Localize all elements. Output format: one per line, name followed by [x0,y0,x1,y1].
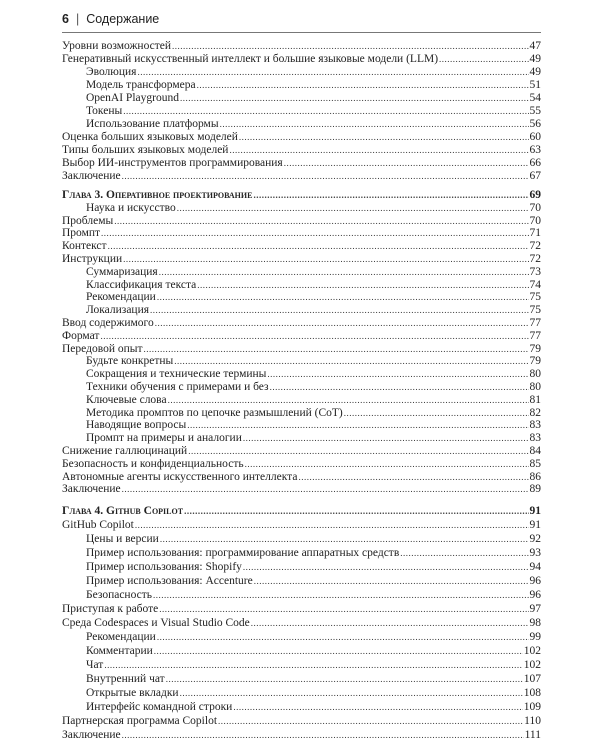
dot-leader [220,118,529,131]
toc-entry-page: 73 [529,265,541,278]
toc-entry [62,66,541,79]
dot-leader [137,66,528,79]
dot-leader [155,317,529,330]
dot-leader [177,202,529,215]
toc-entry [62,291,541,304]
toc-entry-page: 94 [529,561,541,573]
toc-entry-page: 93 [529,547,541,559]
toc-entry [62,560,541,574]
toc-entry-title: Выбор ИИ-инструментов программирования [62,157,283,169]
toc-entry [62,355,541,368]
toc-entry-title: Интерфейс командной строки [86,701,233,713]
toc-entry-title: Автономные агенты искусственного интеллекта [62,470,298,483]
toc-entry-title: Заключение [62,170,121,182]
toc-entry-page: 55 [529,105,541,117]
dot-leader [157,630,529,644]
toc-entry [62,304,541,317]
toc-entry-title: Методика промптов по цепочке размышлений (CoT) [86,406,343,419]
toc-entry [62,144,541,157]
toc-entry-page: 91 [529,505,541,517]
dot-leader [108,240,529,253]
toc-entry-title: Безопасность и конфиденциальность [62,457,244,470]
toc-entry [62,266,541,279]
toc-entry-page: 72 [529,240,541,253]
toc-entry-title: Инструкции [62,252,123,265]
toc-entry [62,381,541,394]
toc-entry [62,240,541,253]
toc-entry-page: 80 [529,368,541,381]
toc-entry-title: Снижение галлюцинаций [62,444,188,457]
toc-entry [62,419,541,432]
dot-leader [114,215,528,228]
dot-leader [159,266,529,279]
toc-entry-title: Техники обучения с примерами и без [86,380,269,393]
toc-entry [62,53,541,66]
dot-leader [229,144,528,157]
toc-entry-page: 109 [523,701,541,713]
toc-entry-page: 111 [524,729,541,741]
dot-leader [159,602,528,616]
toc-entry-page: 79 [529,342,541,355]
toc-entry-page: 69 [529,189,541,201]
toc-entry [62,686,541,700]
dot-leader [168,394,529,407]
dot-leader [284,157,529,170]
toc-entry-page: 71 [529,227,541,240]
toc-entry-title: Токены [86,105,123,117]
dot-leader [344,407,529,420]
toc-entry-title: Ключевые слова [86,393,167,406]
toc-entry [62,157,541,170]
toc-entry-page: 107 [523,673,541,685]
toc-entry-page: 66 [529,157,541,169]
toc-entry-page: 70 [529,201,541,214]
toc-entry-page: 102 [523,645,541,657]
chapter-heading [62,504,541,518]
toc-entry-page: 51 [529,79,541,91]
toc-entry-title: Суммаризация [86,265,158,278]
dot-leader [245,458,529,471]
dot-leader [104,658,522,672]
toc-entry-page: 92 [529,533,541,545]
toc-entry-page: 110 [524,715,541,727]
toc-entry-title: Оценка больших языковых моделей [62,131,238,143]
toc-entry [62,483,541,496]
toc-entry [62,432,541,445]
toc-entry-page: 96 [529,575,541,587]
toc-entry-title: Цены и версии [86,533,159,545]
dot-leader [180,92,529,105]
toc-entry-page: 77 [529,329,541,342]
toc-entry-title: GitHub Copilot [62,519,134,531]
dot-leader [270,381,529,394]
dot-leader [184,504,528,518]
toc-entry-title: Рекомендации [86,291,156,304]
toc-entry-page: 85 [529,457,541,470]
toc-entry-page: 63 [529,144,541,156]
toc-entry-title: Заключение [62,729,121,741]
toc-entry [62,317,541,330]
dot-leader [439,53,528,66]
toc-entry [62,343,541,356]
toc-entry-page: 97 [529,603,541,615]
toc-entry-page: 91 [529,519,541,531]
toc-entry-title: Формат [62,329,100,342]
toc-entry-page: 72 [529,252,541,265]
toc-entry-page: 83 [529,419,541,432]
dot-leader [253,189,528,202]
dot-leader [243,432,529,445]
toc-entry [62,227,541,240]
dot-leader [123,253,528,266]
dot-leader [150,304,528,317]
toc-entry [62,170,541,183]
dot-leader [100,330,528,343]
toc-entry [62,644,541,658]
page-number: 6 [62,12,69,26]
toc-entry-title: Открытые вкладки [86,687,179,699]
dot-leader [122,483,529,496]
toc-entry-title: Пример использования: Accenture [86,575,253,587]
header-separator: | [75,12,80,26]
toc-entry [62,700,541,714]
toc-entry [62,40,541,53]
chapter-heading [62,189,541,202]
toc-entry-title: Чат [86,659,104,671]
toc-entry-page: 102 [523,659,541,671]
dot-leader [166,672,523,686]
toc-entry [62,215,541,228]
toc-entry-title: Модель трансформера [86,79,196,91]
toc-section-chapter-3 [62,189,541,496]
toc-entry-title: Пример использования: Shopify [86,561,242,573]
toc-entry-title: Типы больших языковых моделей [62,144,229,156]
dot-leader [187,419,528,432]
toc-entry-title: Глава 3. Оперативное проектирование [62,189,253,201]
dot-leader [135,518,529,532]
toc-entry-page: 49 [529,66,541,78]
toc-entry-title: Использование платформы [86,118,219,130]
toc-entry-page: 98 [529,617,541,629]
toc-section-chapter-4 [62,504,541,742]
toc-entry [62,92,541,105]
dot-leader [298,471,528,484]
toc-entry-title: Уровни возможностей [62,40,171,52]
dot-leader [233,700,522,714]
toc-entry-page: 89 [529,483,541,496]
toc-entry [62,458,541,471]
dot-leader [239,131,529,144]
toc-entry-title: Промпт [62,227,101,240]
toc-entry [62,714,541,728]
toc-entry [62,518,541,532]
toc-entry-page: 77 [529,316,541,329]
dot-leader [251,616,529,630]
toc-entry [62,471,541,484]
toc-entry [62,368,541,381]
toc-entry-page: 108 [523,687,541,699]
toc-entry [62,394,541,407]
toc-entry [62,630,541,644]
toc-entry-page: 75 [529,304,541,317]
toc-entry-page: 79 [529,355,541,368]
toc-entry [62,658,541,672]
dot-leader [172,40,529,53]
dot-leader [243,560,529,574]
toc-entry-title: Локализация [86,304,150,317]
toc-entry-title: Заключение [62,483,121,496]
dot-leader [154,644,523,658]
dot-leader [160,532,529,546]
toc-entry-title: Сокращения и технические термины [86,368,267,381]
toc-entry [62,253,541,266]
dot-leader [197,279,528,292]
toc-entry-title: Промпт на примеры и аналогии [86,432,242,445]
toc-entry-title: Будьте конкретны [86,355,174,368]
toc-entry [62,79,541,92]
toc-entry-title: Приступая к работе [62,603,159,615]
toc-entry-title: Проблемы [62,214,114,227]
header-title: Содержание [86,12,160,26]
toc-section [62,40,541,183]
toc-entry-title: Ввод содержимого [62,316,154,329]
toc-entry [62,105,541,118]
toc-entry [62,574,541,588]
dot-leader [144,343,529,356]
toc-entry [62,118,541,131]
toc-entry-page: 80 [529,380,541,393]
toc-entry-title: Комментарии [86,645,153,657]
dot-leader [153,588,528,602]
toc-entry [62,546,541,560]
running-header [62,12,541,33]
dot-leader [123,105,528,118]
toc-entry-page: 83 [529,432,541,445]
toc-entry-title: Безопасность [86,589,153,601]
toc-entry-title: Глава 4. Github Copilot [62,505,184,517]
toc-entry-title: Генеративный искусственный интеллект и большие языковые модели (LLM) [62,53,439,65]
toc-entry-title: Партнерская программа Copilot [62,715,218,727]
toc-entry-title: Пример использования: программирование аппаратных средств [86,547,400,559]
toc-entry [62,330,541,343]
toc-entry-page: 84 [529,444,541,457]
toc-entry-title: Рекомендации [86,631,156,643]
dot-leader [180,686,523,700]
toc-entry-title: Наводящие вопросы [86,419,187,432]
toc-entry-page: 54 [529,92,541,104]
toc-entry-title: Внутренний чат [86,673,165,685]
dot-leader [122,728,524,742]
dot-leader [267,368,528,381]
toc-entry-title: Контекст [62,240,107,253]
toc-entry-title: OpenAI Playground [86,92,179,104]
toc-entry-page: 82 [529,406,541,419]
toc-entry-title: Передовой опыт [62,342,143,355]
toc-entry-page: 74 [529,278,541,291]
toc-entry-page: 56 [529,118,541,130]
dot-leader [254,574,529,588]
toc-entry [62,407,541,420]
toc-entry-title: Среда Codespaces и Visual Studio Code [62,617,250,629]
toc-entry-page: 70 [529,214,541,227]
dot-leader [197,79,529,92]
dot-leader [174,355,528,368]
dot-leader [218,714,523,728]
toc-entry-title: Наука и искусство [86,201,176,214]
toc-entry [62,616,541,630]
dot-leader [400,546,528,560]
toc-entry-page: 49 [529,53,541,65]
toc-entry-page: 96 [529,589,541,601]
toc-entry-page: 81 [529,393,541,406]
dot-leader [157,291,529,304]
toc-entry [62,532,541,546]
toc-entry [62,445,541,458]
toc-entry-page: 47 [529,40,541,52]
toc-entry [62,279,541,292]
toc-entry [62,602,541,616]
toc-entry [62,672,541,686]
dot-leader [122,170,529,183]
toc-entry [62,202,541,215]
toc-entry-page: 86 [529,470,541,483]
toc-entry-page: 99 [529,631,541,643]
toc-entry-page: 60 [529,131,541,143]
toc-entry-page: 75 [529,291,541,304]
dot-leader [188,445,528,458]
toc-entry [62,728,541,742]
toc-entry-title: Эволюция [86,66,137,78]
toc-entry-title: Классификация текста [86,278,197,291]
toc-entry [62,131,541,144]
dot-leader [101,227,528,240]
toc-entry-page: 67 [529,170,541,182]
toc-entry [62,588,541,602]
